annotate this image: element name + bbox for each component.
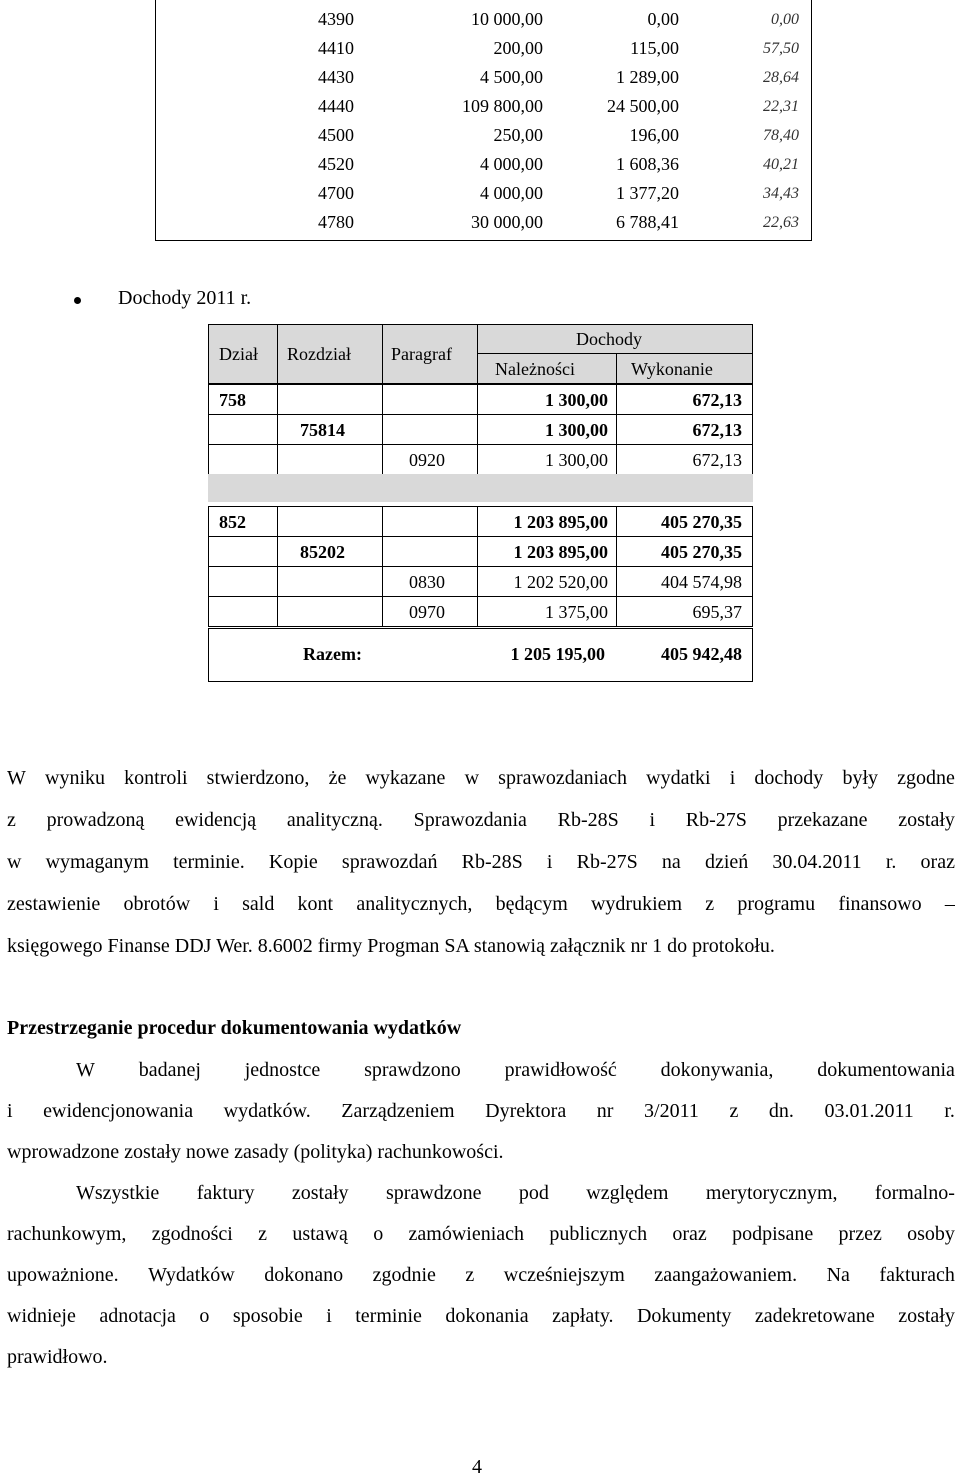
cell-naleznosci bbox=[477, 384, 617, 415]
cell-wykonanie bbox=[616, 566, 753, 597]
cell-dzial bbox=[208, 444, 278, 475]
paragraph-code: 4390 bbox=[318, 9, 354, 29]
dzial-value: 758 bbox=[219, 390, 246, 410]
percent-value: 34,43 bbox=[763, 185, 799, 202]
paragraph-code: 4410 bbox=[318, 38, 354, 58]
naleznosci-value: 1 203 895,00 bbox=[513, 542, 608, 562]
percent-value: 28,64 bbox=[763, 69, 799, 86]
paragraph-code: 4500 bbox=[318, 125, 354, 145]
header-dzial bbox=[208, 324, 278, 384]
wykonanie-value: 672,13 bbox=[692, 420, 742, 440]
cell-paragraf bbox=[382, 566, 478, 597]
header-paragraf bbox=[382, 324, 478, 384]
cell-dzial bbox=[208, 536, 278, 567]
plan-value: 200,00 bbox=[493, 38, 543, 58]
rozdzial-value: 75814 bbox=[300, 420, 345, 440]
header-naleznosci-label: Należności bbox=[495, 359, 575, 379]
cell-naleznosci bbox=[477, 414, 617, 445]
cell-wykonanie bbox=[616, 414, 753, 445]
cell-rozdzial bbox=[277, 384, 383, 415]
header-paragraf-label: Paragraf bbox=[391, 344, 452, 364]
paragraph-code: 4430 bbox=[318, 67, 354, 87]
paragraf-value: 0970 bbox=[409, 602, 445, 622]
cell-wykonanie bbox=[616, 444, 753, 475]
text-line: z prowadzoną ewidencją analityczną. Sprawozdania Rb-28S i Rb-27S przekazane zostały bbox=[7, 809, 955, 831]
income-table bbox=[208, 324, 753, 682]
bullet-text: Dochody 2011 r. bbox=[118, 287, 252, 309]
paragraf-value: 0830 bbox=[409, 572, 445, 592]
header-dochody-label: Dochody bbox=[576, 329, 642, 349]
header-wykonanie bbox=[616, 353, 753, 384]
naleznosci-value: 1 203 895,00 bbox=[513, 512, 608, 532]
total-row bbox=[208, 628, 753, 682]
header-wykonanie-label: Wykonanie bbox=[631, 359, 713, 379]
paragraph-code: 4780 bbox=[318, 212, 354, 232]
percent-value: 22,63 bbox=[763, 214, 799, 231]
paragraf-value: 0920 bbox=[409, 450, 445, 470]
naleznosci-value: 1 300,00 bbox=[545, 420, 608, 440]
wykonanie-value: 404 574,98 bbox=[661, 572, 742, 592]
plan-value: 4 500,00 bbox=[480, 67, 543, 87]
execution-value: 1 289,00 bbox=[616, 67, 679, 87]
cell-wykonanie bbox=[616, 384, 753, 415]
cell-paragraf bbox=[382, 536, 478, 567]
table-row bbox=[156, 149, 811, 178]
text-line: widnieje adnotacja o sposobie i terminie dokonania zapłaty. Dokumenty zadekretowane zostały bbox=[7, 1305, 955, 1327]
cell-dzial bbox=[208, 506, 278, 537]
cell-dzial bbox=[208, 596, 278, 627]
table-row bbox=[156, 91, 811, 120]
percent-value: 57,50 bbox=[763, 40, 799, 57]
execution-value: 1 608,36 bbox=[616, 154, 679, 174]
execution-value: 24 500,00 bbox=[607, 96, 679, 116]
bullet-icon bbox=[74, 297, 81, 304]
naleznosci-value: 1 375,00 bbox=[545, 602, 608, 622]
cell-rozdzial bbox=[277, 596, 383, 627]
cell-paragraf bbox=[382, 384, 478, 415]
plan-value: 4 000,00 bbox=[480, 154, 543, 174]
table-row bbox=[156, 120, 811, 149]
percent-value: 40,21 bbox=[763, 156, 799, 173]
cell-paragraf bbox=[382, 506, 478, 537]
cell-rozdzial bbox=[277, 536, 383, 567]
cell-wykonanie bbox=[616, 506, 753, 537]
wykonanie-value: 405 270,35 bbox=[661, 542, 742, 562]
naleznosci-value: 1 300,00 bbox=[545, 450, 608, 470]
cell-rozdzial bbox=[277, 444, 383, 475]
table-row bbox=[156, 207, 811, 236]
total-label: Razem: bbox=[303, 644, 362, 664]
cell-naleznosci bbox=[477, 444, 617, 475]
header-rozdzial bbox=[277, 324, 383, 384]
header-naleznosci bbox=[477, 353, 617, 384]
text-line: księgowego Finanse DDJ Wer. 8.6002 firmy Progman SA stanowią załącznik nr 1 do protokołu. bbox=[7, 935, 775, 957]
plan-value: 250,00 bbox=[493, 125, 543, 145]
cell-dzial bbox=[208, 566, 278, 597]
cell-dzial bbox=[208, 384, 278, 415]
separator-row bbox=[208, 474, 753, 502]
execution-value: 196,00 bbox=[629, 125, 679, 145]
cell-paragraf bbox=[382, 444, 478, 475]
cell-naleznosci bbox=[477, 566, 617, 597]
naleznosci-value: 1 202 520,00 bbox=[513, 572, 608, 592]
cell-naleznosci bbox=[477, 506, 617, 537]
header-dochody bbox=[477, 324, 753, 354]
text-line: Wszystkie faktury zostały sprawdzone pod względem merytorycznym, formalno- bbox=[76, 1182, 955, 1204]
paragraph-code: 4520 bbox=[318, 154, 354, 174]
naleznosci-value: 1 300,00 bbox=[545, 390, 608, 410]
percent-value: 0,00 bbox=[771, 11, 799, 28]
execution-value: 6 788,41 bbox=[616, 212, 679, 232]
table-row bbox=[156, 62, 811, 91]
expenses-table bbox=[155, 0, 812, 241]
page-number: 4 bbox=[472, 1456, 482, 1478]
text-line: zestawienie obrotów i sald kont analitycznych, będącym wydrukiem z programu finansowo – bbox=[7, 893, 955, 915]
total-naleznosci: 1 205 195,00 bbox=[510, 644, 605, 664]
execution-value: 1 377,20 bbox=[616, 183, 679, 203]
cell-wykonanie bbox=[616, 536, 753, 567]
cell-rozdzial bbox=[277, 566, 383, 597]
dzial-value: 852 bbox=[219, 512, 246, 532]
header-rozdzial-label: Rozdział bbox=[287, 344, 351, 364]
text-line: w wymaganym terminie. Kopie sprawozdań Rb-28S i Rb-27S na dzień 30.04.2011 r. oraz bbox=[7, 851, 955, 873]
table-row bbox=[156, 4, 811, 33]
plan-value: 4 000,00 bbox=[480, 183, 543, 203]
wykonanie-value: 672,13 bbox=[692, 450, 742, 470]
text-line: rachunkowym, zgodności z ustawą o zamówieniach publicznych oraz podpisane przez osoby bbox=[7, 1223, 955, 1245]
text-line: upoważnione. Wydatków dokonano zgodnie z wcześniejszym zaangażowaniem. Na fakturach bbox=[7, 1264, 955, 1286]
plan-value: 30 000,00 bbox=[471, 212, 543, 232]
text-line: i ewidencjonowania wydatków. Zarządzeniem Dyrektora nr 3/2011 z dn. 03.01.2011 r. bbox=[7, 1100, 955, 1122]
cell-paragraf bbox=[382, 414, 478, 445]
plan-value: 109 800,00 bbox=[462, 96, 543, 116]
cell-dzial bbox=[208, 414, 278, 445]
cell-naleznosci bbox=[477, 596, 617, 627]
table-row bbox=[156, 178, 811, 207]
wykonanie-value: 695,37 bbox=[692, 602, 742, 622]
cell-rozdzial bbox=[277, 506, 383, 537]
cell-wykonanie bbox=[616, 596, 753, 627]
execution-value: 115,00 bbox=[630, 38, 679, 58]
percent-value: 78,40 bbox=[763, 127, 799, 144]
text-line: W wyniku kontroli stwierdzono, że wykazane w sprawozdaniach wydatki i dochody były zgodne bbox=[7, 767, 955, 789]
execution-value: 0,00 bbox=[647, 9, 679, 29]
text-line: wprowadzone zostały nowe zasady (polityka) rachunkowości. bbox=[7, 1141, 504, 1163]
section-heading: Przestrzeganie procedur dokumentowania wydatków bbox=[7, 1017, 462, 1039]
cell-paragraf bbox=[382, 596, 478, 627]
paragraph-code: 4440 bbox=[318, 96, 354, 116]
wykonanie-value: 405 270,35 bbox=[661, 512, 742, 532]
percent-value: 22,31 bbox=[763, 98, 799, 115]
paragraph-code: 4700 bbox=[318, 183, 354, 203]
text-line: W badanej jednostce sprawdzono prawidłowość dokonywania, dokumentowania bbox=[76, 1059, 955, 1081]
plan-value: 10 000,00 bbox=[471, 9, 543, 29]
header-dzial-label: Dział bbox=[219, 344, 258, 364]
wykonanie-value: 672,13 bbox=[692, 390, 742, 410]
cell-naleznosci bbox=[477, 536, 617, 567]
table-row bbox=[156, 33, 811, 62]
cell-rozdzial bbox=[277, 414, 383, 445]
rozdzial-value: 85202 bbox=[300, 542, 345, 562]
total-wykonanie: 405 942,48 bbox=[661, 644, 742, 664]
text-line: prawidłowo. bbox=[7, 1346, 108, 1368]
